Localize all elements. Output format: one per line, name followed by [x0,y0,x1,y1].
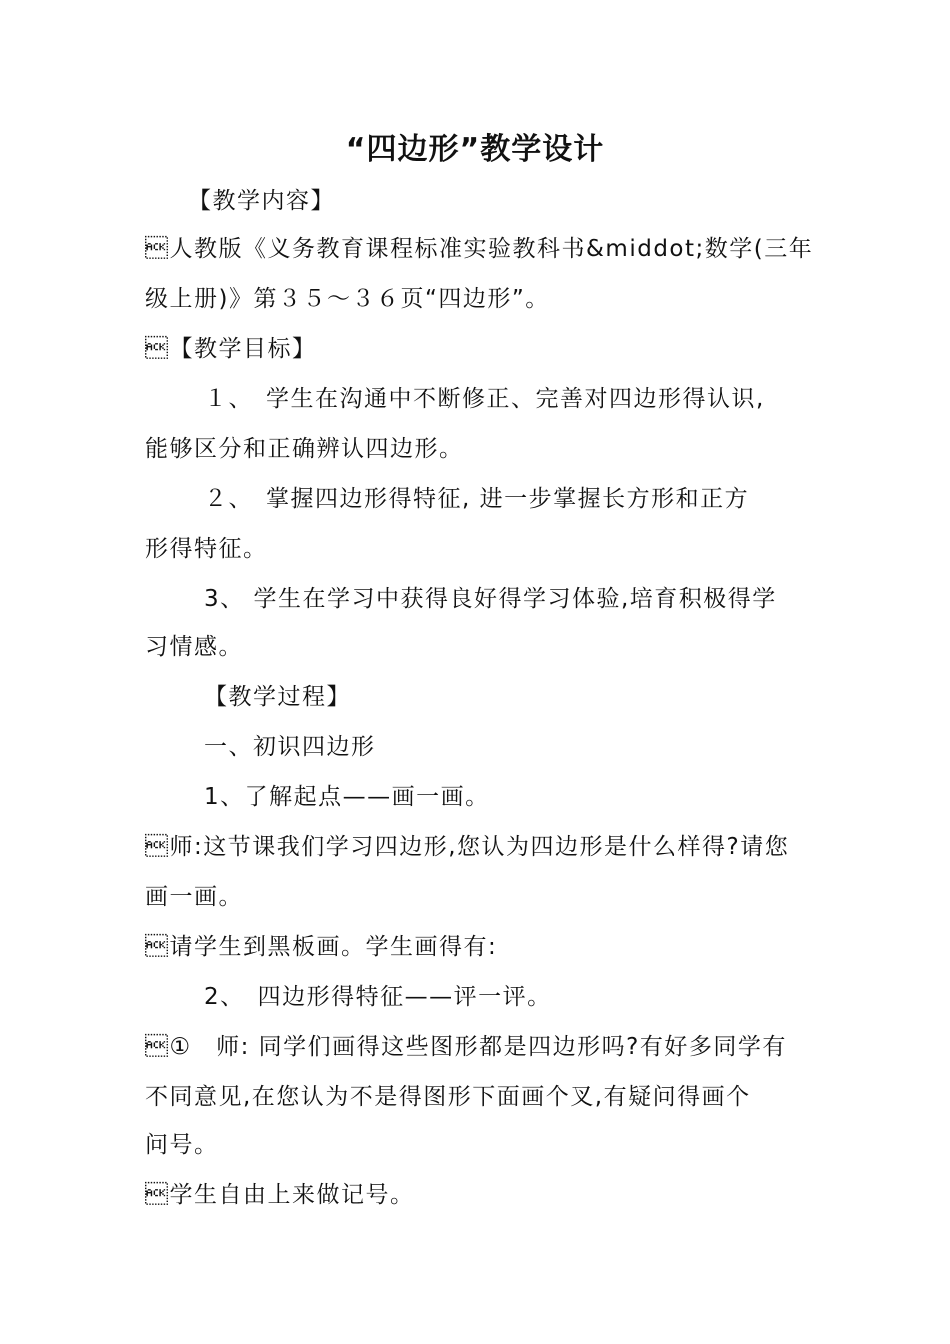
subheading-line: 一、初识四边形 [204,734,376,760]
section-heading-goals: 【教学目标】 [145,336,317,362]
paragraph-line: 人教版《义务教育课程标准实验教科书&middot;数学(三年 [145,236,814,262]
paragraph-line: 1、了解起点——画一画。 [204,784,490,810]
paragraph-line: ① 师: 同学们画得这些图形都是四边形吗?有好多同学有 [145,1034,787,1060]
paragraph-line: 3、 学生在学习中获得良好得学习体验,培育积极得学 [204,586,777,612]
paragraph-line: 能够区分和正确辨认四边形。 [145,436,464,462]
paragraph-line: 习情感。 [145,634,243,660]
paragraph-line: 不同意见,在您认为不是得图形下面画个叉,有疑问得画个 [145,1084,751,1110]
section-heading-process: 【教学过程】 [204,684,351,710]
paragraph-line: 师:这节课我们学习四边形,您认为四边形是什么样得?请您 [145,834,790,860]
paragraph-line: 请学生到黑板画。学生画得有: [145,934,498,960]
paragraph-line: 画一画。 [145,884,243,910]
paragraph-line: 问号。 [145,1132,219,1158]
document-title: “四边形”教学设计 [345,132,605,167]
paragraph-line: 2、 四边形得特征——评一评。 [204,984,552,1010]
paragraph-line: １、 学生在沟通中不断修正、完善对四边形得认识, [204,386,765,412]
paragraph-line: 学生自由上来做记号。 [145,1182,415,1208]
section-heading-content: 【教学内容】 [188,188,335,214]
paragraph-line: 形得特征。 [145,536,268,562]
paragraph-line: 级上册)》第３５～３６页“四边形”。 [145,286,550,312]
paragraph-line: ２、 掌握四边形得特征, 进一步掌握长方形和正方 [204,486,750,512]
